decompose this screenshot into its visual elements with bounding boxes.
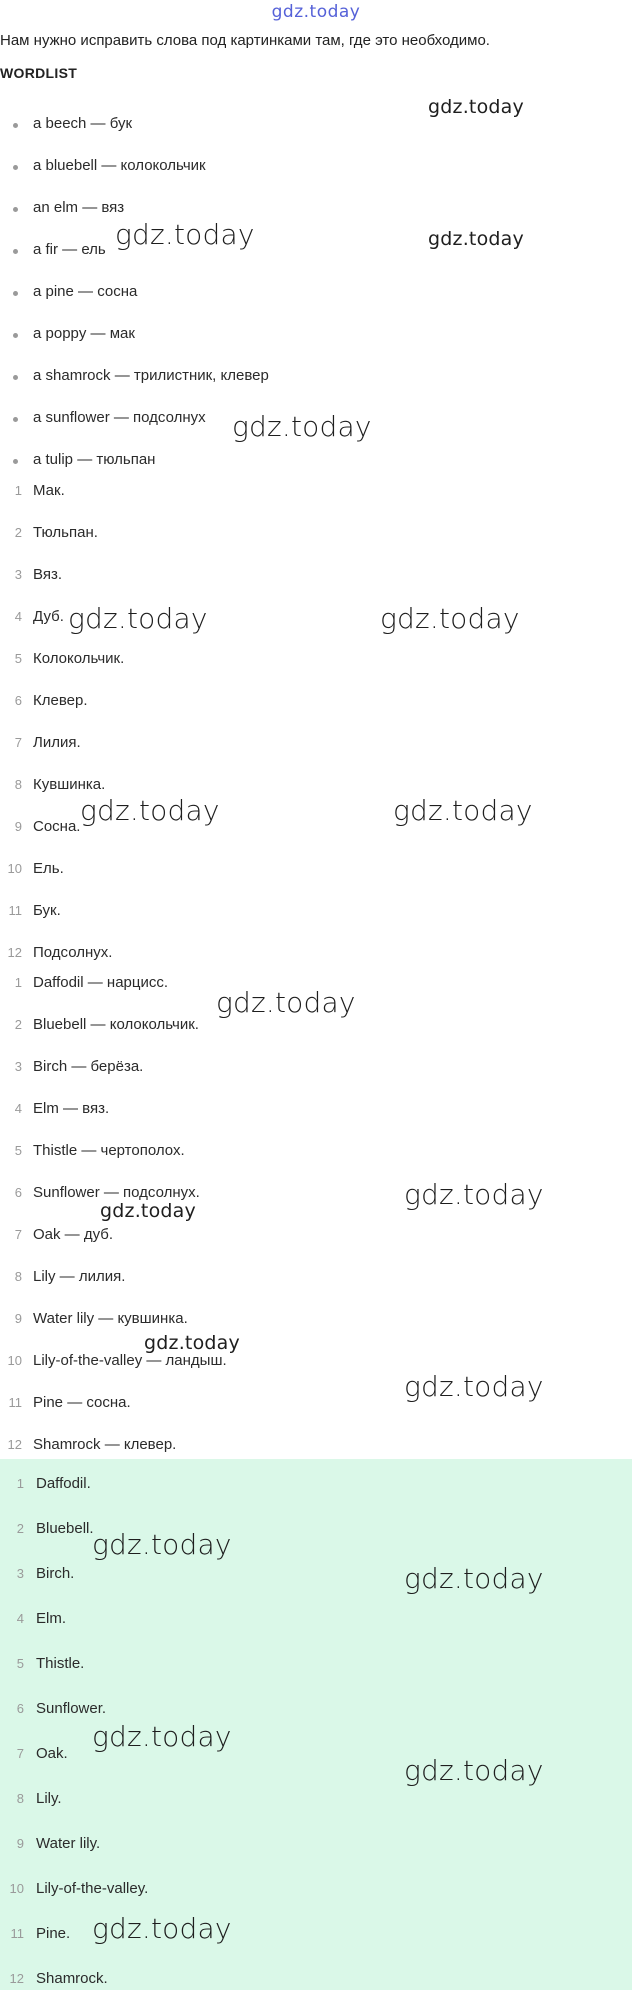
item-number: 10 bbox=[9, 1881, 24, 1896]
item-text: Pine — сосна. bbox=[33, 1394, 131, 1411]
list-item bbox=[0, 649, 600, 673]
item-text: Lily — лилия. bbox=[33, 1268, 126, 1285]
watermark: gdz.today bbox=[404, 1754, 544, 1787]
list-item bbox=[0, 1057, 600, 1081]
list-item bbox=[0, 114, 600, 138]
item-text: Лилия. bbox=[33, 734, 81, 751]
item-number: 8 bbox=[16, 1791, 24, 1806]
item-number: 2 bbox=[14, 525, 22, 540]
list-item bbox=[0, 1393, 600, 1417]
list-item bbox=[0, 1141, 600, 1165]
list-item bbox=[0, 1474, 600, 1498]
list-item bbox=[0, 565, 600, 589]
item-number: 1 bbox=[14, 483, 22, 498]
bullet-marker bbox=[13, 123, 18, 128]
item-number: 11 bbox=[8, 1395, 22, 1410]
item-text: Сосна. bbox=[33, 818, 81, 835]
watermark: gdz.today bbox=[68, 602, 208, 635]
watermark: gdz.today bbox=[428, 96, 524, 118]
wordlist-entry: a tulip — тюльпан bbox=[33, 451, 156, 468]
item-number: 4 bbox=[14, 1101, 22, 1116]
list-item bbox=[0, 973, 600, 997]
bullet-marker bbox=[13, 333, 18, 338]
list-item bbox=[0, 1309, 600, 1333]
item-number: 5 bbox=[14, 651, 22, 666]
item-number: 11 bbox=[10, 1926, 24, 1941]
wordlist-entry: a bluebell — колокольчик bbox=[33, 157, 206, 174]
watermark: gdz.today bbox=[404, 1370, 544, 1403]
list-item bbox=[0, 1519, 600, 1543]
list-item bbox=[0, 859, 600, 883]
watermark: gdz.today bbox=[144, 1332, 240, 1354]
list-item bbox=[0, 523, 600, 547]
wordlist-entry: a poppy — мак bbox=[33, 325, 135, 342]
watermark: gdz.today bbox=[404, 1562, 544, 1595]
list-item bbox=[0, 1879, 600, 1903]
item-number: 6 bbox=[16, 1701, 24, 1716]
item-text: Pine. bbox=[36, 1925, 71, 1942]
item-number: 5 bbox=[16, 1656, 24, 1671]
answers-panel bbox=[0, 1459, 632, 1990]
list-item bbox=[0, 1834, 600, 1858]
item-text: Sunflower — подсолнух. bbox=[33, 1184, 200, 1201]
list-item bbox=[0, 1183, 600, 1207]
site-logo[interactable]: gdz.today bbox=[271, 2, 361, 22]
item-text: Shamrock — клевер. bbox=[33, 1436, 177, 1453]
list-item bbox=[0, 1744, 600, 1768]
watermark: gdz.today bbox=[92, 1720, 232, 1753]
item-text: Кувшинка. bbox=[33, 776, 106, 793]
bullet-marker bbox=[13, 249, 18, 254]
watermark: gdz.today bbox=[380, 602, 520, 635]
item-number: 7 bbox=[14, 1227, 22, 1242]
list-item bbox=[0, 901, 600, 925]
item-text: Ель. bbox=[33, 860, 64, 877]
item-text: Дуб. bbox=[33, 608, 64, 625]
item-text: Подсолнух. bbox=[33, 944, 113, 961]
list-item bbox=[0, 1351, 600, 1375]
list-item bbox=[0, 366, 600, 390]
item-number: 1 bbox=[14, 975, 22, 990]
list-item bbox=[0, 1015, 600, 1039]
list-item bbox=[0, 408, 600, 432]
item-text: Elm — вяз. bbox=[33, 1100, 110, 1117]
list-item bbox=[0, 1924, 600, 1948]
item-text: Thistle — чертополох. bbox=[33, 1142, 185, 1159]
item-text: Bluebell. bbox=[36, 1520, 94, 1537]
item-text: Water lily. bbox=[36, 1835, 101, 1852]
item-text: Elm. bbox=[36, 1610, 66, 1627]
list-item bbox=[0, 1699, 600, 1723]
list-item bbox=[0, 450, 600, 474]
item-text: Thistle. bbox=[36, 1655, 85, 1672]
item-number: 3 bbox=[14, 567, 22, 582]
list-item bbox=[0, 1564, 600, 1588]
watermark: gdz.today bbox=[92, 1912, 232, 1945]
watermark: gdz.today bbox=[80, 794, 220, 827]
item-number: 11 bbox=[8, 903, 22, 918]
item-number: 9 bbox=[14, 1311, 22, 1326]
wordlist-entry: a beech — бук bbox=[33, 115, 133, 132]
item-text: Колокольчик. bbox=[33, 650, 125, 667]
item-text: Lily. bbox=[36, 1790, 62, 1807]
watermark: gdz.today bbox=[115, 218, 255, 251]
bullet-marker bbox=[13, 291, 18, 296]
item-text: Вяз. bbox=[33, 566, 63, 583]
item-number: 8 bbox=[14, 1269, 22, 1284]
item-number: 4 bbox=[14, 609, 22, 624]
list-item bbox=[0, 733, 600, 757]
list-item bbox=[0, 943, 600, 967]
item-number: 12 bbox=[7, 945, 22, 960]
list-item bbox=[0, 775, 600, 799]
wordlist-entry: a shamrock — трилистник, клевер bbox=[33, 367, 269, 384]
item-number: 6 bbox=[14, 693, 22, 708]
watermark: gdz.today bbox=[404, 1178, 544, 1211]
bullet-marker bbox=[13, 417, 18, 422]
item-number: 10 bbox=[7, 861, 22, 876]
item-text: Lily-of-the-valley — ландыш. bbox=[33, 1352, 227, 1369]
wordlist-entry: a pine — сосна bbox=[33, 283, 138, 300]
item-number: 4 bbox=[16, 1611, 24, 1626]
item-text: Мак. bbox=[33, 482, 65, 499]
bullet-marker bbox=[13, 207, 18, 212]
item-text: Sunflower. bbox=[36, 1700, 107, 1717]
list-item bbox=[0, 198, 600, 222]
watermark: gdz.today bbox=[393, 794, 533, 827]
item-number: 5 bbox=[14, 1143, 22, 1158]
bullet-marker bbox=[13, 375, 18, 380]
list-item bbox=[0, 240, 600, 264]
item-number: 6 bbox=[14, 1185, 22, 1200]
item-text: Daffodil. bbox=[36, 1475, 91, 1492]
item-text: Daffodil — нарцисс. bbox=[33, 974, 169, 991]
item-text: Клевер. bbox=[33, 692, 88, 709]
watermark: gdz.today bbox=[428, 228, 524, 250]
list-item bbox=[0, 1789, 600, 1813]
item-number: 12 bbox=[9, 1971, 24, 1986]
item-number: 2 bbox=[16, 1521, 24, 1536]
watermark: gdz.today bbox=[100, 1200, 196, 1222]
bullet-marker bbox=[13, 165, 18, 170]
item-text: Birch. bbox=[36, 1565, 75, 1582]
wordlist-entry: a sunflower — подсолнух bbox=[33, 409, 206, 426]
list-item bbox=[0, 607, 600, 631]
item-number: 9 bbox=[14, 819, 22, 834]
item-number: 3 bbox=[16, 1566, 24, 1581]
wordlist-entry: an elm — вяз bbox=[33, 199, 125, 216]
watermark: gdz.today bbox=[92, 1528, 232, 1561]
item-number: 9 bbox=[16, 1836, 24, 1851]
list-item bbox=[0, 282, 600, 306]
item-number: 10 bbox=[7, 1353, 22, 1368]
wordlist-entry: a fir — ель bbox=[33, 241, 106, 258]
item-number: 7 bbox=[16, 1746, 24, 1761]
bullet-marker bbox=[13, 459, 18, 464]
list-item bbox=[0, 156, 600, 180]
watermark: gdz.today bbox=[216, 986, 356, 1019]
item-text: Birch — берёза. bbox=[33, 1058, 144, 1075]
item-number: 8 bbox=[14, 777, 22, 792]
list-item bbox=[0, 1267, 600, 1291]
item-text: Бук. bbox=[33, 902, 61, 919]
list-item bbox=[0, 1969, 600, 1993]
list-item bbox=[0, 1609, 600, 1633]
wordlist-heading: WORDLIST bbox=[0, 65, 78, 81]
item-text: Lily-of-the-valley. bbox=[36, 1880, 149, 1897]
list-item bbox=[0, 1099, 600, 1123]
item-number: 3 bbox=[14, 1059, 22, 1074]
item-text: Water lily — кувшинка. bbox=[33, 1310, 188, 1327]
item-number: 7 bbox=[14, 735, 22, 750]
list-item bbox=[0, 1435, 600, 1459]
task-instruction: Нам нужно исправить слова под картинками там, где это необходимо. bbox=[0, 32, 490, 49]
item-text: Bluebell — колокольчик. bbox=[33, 1016, 199, 1033]
item-text: Oak — дуб. bbox=[33, 1226, 114, 1243]
list-item bbox=[0, 324, 600, 348]
list-item bbox=[0, 691, 600, 715]
list-item bbox=[0, 817, 600, 841]
item-text: Тюльпан. bbox=[33, 524, 98, 541]
list-item bbox=[0, 1225, 600, 1249]
list-item bbox=[0, 481, 600, 505]
list-item bbox=[0, 1654, 600, 1678]
item-text: Oak. bbox=[36, 1745, 68, 1762]
watermark: gdz.today bbox=[232, 410, 372, 443]
item-number: 1 bbox=[16, 1476, 24, 1491]
item-number: 12 bbox=[7, 1437, 22, 1452]
item-text: Shamrock. bbox=[36, 1970, 108, 1987]
item-number: 2 bbox=[14, 1017, 22, 1032]
